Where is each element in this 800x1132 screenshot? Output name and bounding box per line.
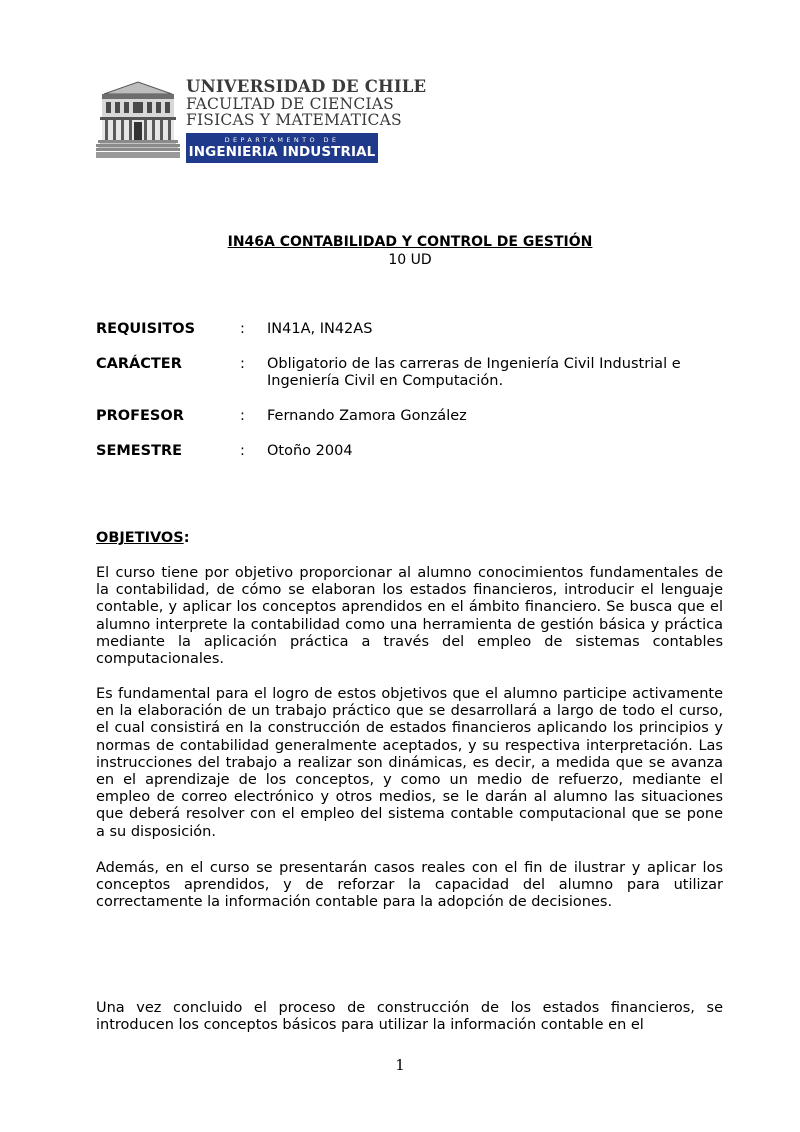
caracter-value: Obligatorio de las carreras de Ingeniería Civil Industrial e Ingeniería Civil en Computación. [267,356,681,389]
letterhead-text [186,77,427,163]
university-building-icon [96,80,180,158]
objetivos-paragraph-3: Además, en el curso se presentarán casos reales con el fin de ilustrar y aplicar los conceptos aprendidos, y de reforzar la capacidad del alumno para utilizar correctamente la información contable para la adopción de decisiones. [96,860,723,911]
course-units: 10 UD [388,252,432,268]
department-name: INGENIERIA INDUSTRIAL [188,144,376,160]
course-title: IN46A CONTABILIDAD Y CONTROL DE GESTIÓN [227,234,593,250]
profesor-value: Fernando Zamora González [267,408,467,424]
requisitos-value: IN41A, IN42AS [267,321,373,337]
university-name: UNIVERSIDAD DE CHILE [186,77,427,96]
profesor-colon: : [240,408,245,424]
caracter-label: CARÁCTER [96,356,182,372]
requisitos-colon: : [240,321,245,337]
department-label: DEPARTAMENTO DE [224,136,340,144]
caracter-colon: : [240,356,245,372]
letterhead-logo [96,77,427,160]
semestre-value: Otoño 2004 [267,443,353,459]
semestre-label: SEMESTRE [96,443,183,459]
objetivos-heading-text: OBJETIVOS [96,530,184,546]
objetivos-paragraph-4: Una vez concluido el proceso de construcción de los estados financieros, se introducen los conceptos básicos para utilizar la información contable en el [96,1000,723,1034]
semestre-colon: : [240,443,245,459]
objetivos-paragraph-2: Es fundamental para el logro de estos objetivos que el alumno participe activamente en la elaboración de un trabajo práctico que se desarrollará a largo de todo el curso, el cual consistirá en la construcción de estados financieros aplicando los principios y normas de contabilidad generalmente aceptados, y su respectiva interpretación. Las instrucciones del trabajo a realizar son dinámicas, es decir, a medida que se avanza en el aprendizaje de los conceptos, y como un medio de refuerzo, mediante el empleo de correo electrónico y otros medios, se le darán al alumno las situaciones que deberá resolver con el empleo del sistema contable computacional que se pone a su disposición. [96,686,723,840]
objetivos-heading [96,530,190,546]
objetivos-heading-colon: : [183,530,190,546]
profesor-label: PROFESOR [96,408,184,424]
page-number: 1 [395,1056,405,1074]
faculty-line-2: FISICAS Y MATEMATICAS [186,111,402,129]
objetivos-paragraph-1: El curso tiene por objetivo proporcionar al alumno conocimientos fundamentales de la contabilidad, de cómo se elaboran los estados financieros, introducir el lenguaje contable, y aplicar los conceptos aprendidos en el ámbito financiero. Se busca que el alumno interprete la contabilidad como una herramienta de gestión básica y práctica mediante la aplicación práctica a través del empleo de sistemas contables computacionales. [96,565,723,668]
department-banner [186,133,378,163]
requisitos-label: REQUISITOS [96,321,196,337]
faculty-line-1: FACULTAD DE CIENCIAS [186,95,394,113]
